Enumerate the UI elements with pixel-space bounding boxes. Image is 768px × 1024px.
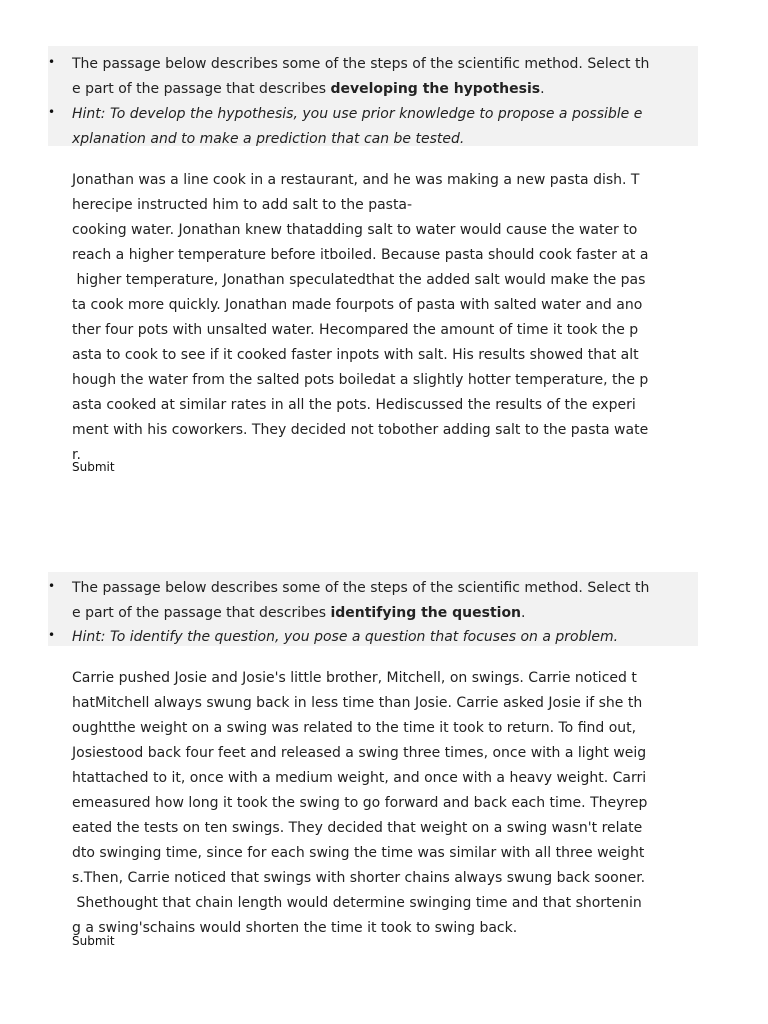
passage-line[interactable]: cooking water. Jonathan knew thatadding salt to water would cause the water to bbox=[72, 222, 638, 238]
submit-button[interactable]: Submit bbox=[72, 460, 115, 474]
instruction-line: e part of the passage that describes developing the hypothesis. bbox=[72, 81, 545, 97]
instruction-line: The passage below describes some of the steps of the scientific method. Select th bbox=[72, 580, 650, 596]
instruction-bold: identifying the question bbox=[330, 605, 522, 621]
passage-line[interactable]: asta cooked at similar rates in all the pots. Hediscussed the results of the experi bbox=[72, 397, 636, 413]
passage-line[interactable]: htattached to it, once with a medium weight, and once with a heavy weight. Carri bbox=[72, 770, 647, 786]
passage-line[interactable]: emeasured how long it took the swing to go forward and back each time. Theyrep bbox=[72, 795, 648, 811]
passage-line[interactable]: dto swinging time, since for each swing the time was similar with all three weight bbox=[72, 845, 645, 861]
passage-line[interactable]: ment with his coworkers. They decided not tobother adding salt to the pasta wate bbox=[72, 422, 649, 438]
hint-line: Hint: To develop the hypothesis, you use prior knowledge to propose a possible e bbox=[72, 106, 643, 122]
passage-line[interactable]: oughtthe weight on a swing was related to the time it took to return. To find out, bbox=[72, 720, 637, 736]
passage-line[interactable]: hatMitchell always swung back in less time than Josie. Carrie asked Josie if she th bbox=[72, 695, 643, 711]
passage-line[interactable]: asta to cook to see if it cooked faster inpots with salt. His results showed that alt bbox=[72, 347, 639, 363]
passage-line[interactable]: r. bbox=[72, 447, 81, 463]
hint-line: Hint: To identify the question, you pose a question that focuses on a problem. bbox=[72, 629, 619, 645]
passage-line[interactable]: ta cook more quickly. Jonathan made fourpots of pasta with salted water and ano bbox=[72, 297, 643, 313]
instruction-line: e part of the passage that describes identifying the question. bbox=[72, 605, 526, 621]
passage-line[interactable]: ther four pots with unsalted water. Hecompared the amount of time it took the p bbox=[72, 322, 639, 338]
passage-line[interactable]: s.Then, Carrie noticed that swings with shorter chains always swung back sooner. bbox=[72, 870, 646, 886]
passage-line[interactable]: hough the water from the salted pots boiledat a slightly hotter temperature, the p bbox=[72, 372, 649, 388]
instruction-line: The passage below describes some of the steps of the scientific method. Select th bbox=[72, 56, 650, 72]
instruction-bold: developing the hypothesis bbox=[330, 81, 541, 97]
bullet-icon: • bbox=[48, 628, 56, 642]
passage-line[interactable]: g a swing'schains would shorten the time it took to swing back. bbox=[72, 920, 518, 936]
passage-line[interactable]: Josiestood back four feet and released a swing three times, once with a light weig bbox=[72, 745, 647, 761]
bullet-icon: • bbox=[48, 105, 56, 119]
passage-line[interactable]: eated the tests on ten swings. They decided that weight on a swing wasn't relate bbox=[72, 820, 643, 836]
bullet-icon: • bbox=[48, 579, 56, 593]
hint-line: xplanation and to make a prediction that can be tested. bbox=[72, 131, 465, 147]
passage-line[interactable]: reach a higher temperature before itboiled. Because pasta should cook faster at a bbox=[72, 247, 649, 263]
submit-button[interactable]: Submit bbox=[72, 934, 115, 948]
passage-line[interactable]: higher temperature, Jonathan speculatedthat the added salt would make the pas bbox=[72, 272, 646, 288]
bullet-icon: • bbox=[48, 55, 56, 69]
passage-line[interactable]: Carrie pushed Josie and Josie's little brother, Mitchell, on swings. Carrie noticed t bbox=[72, 670, 637, 686]
passage-line[interactable]: Shethought that chain length would determine swinging time and that shortenin bbox=[72, 895, 642, 911]
passage-line[interactable]: herecipe instructed him to add salt to the pasta- bbox=[72, 197, 413, 213]
passage-line[interactable]: Jonathan was a line cook in a restaurant, and he was making a new pasta dish. T bbox=[72, 172, 640, 188]
